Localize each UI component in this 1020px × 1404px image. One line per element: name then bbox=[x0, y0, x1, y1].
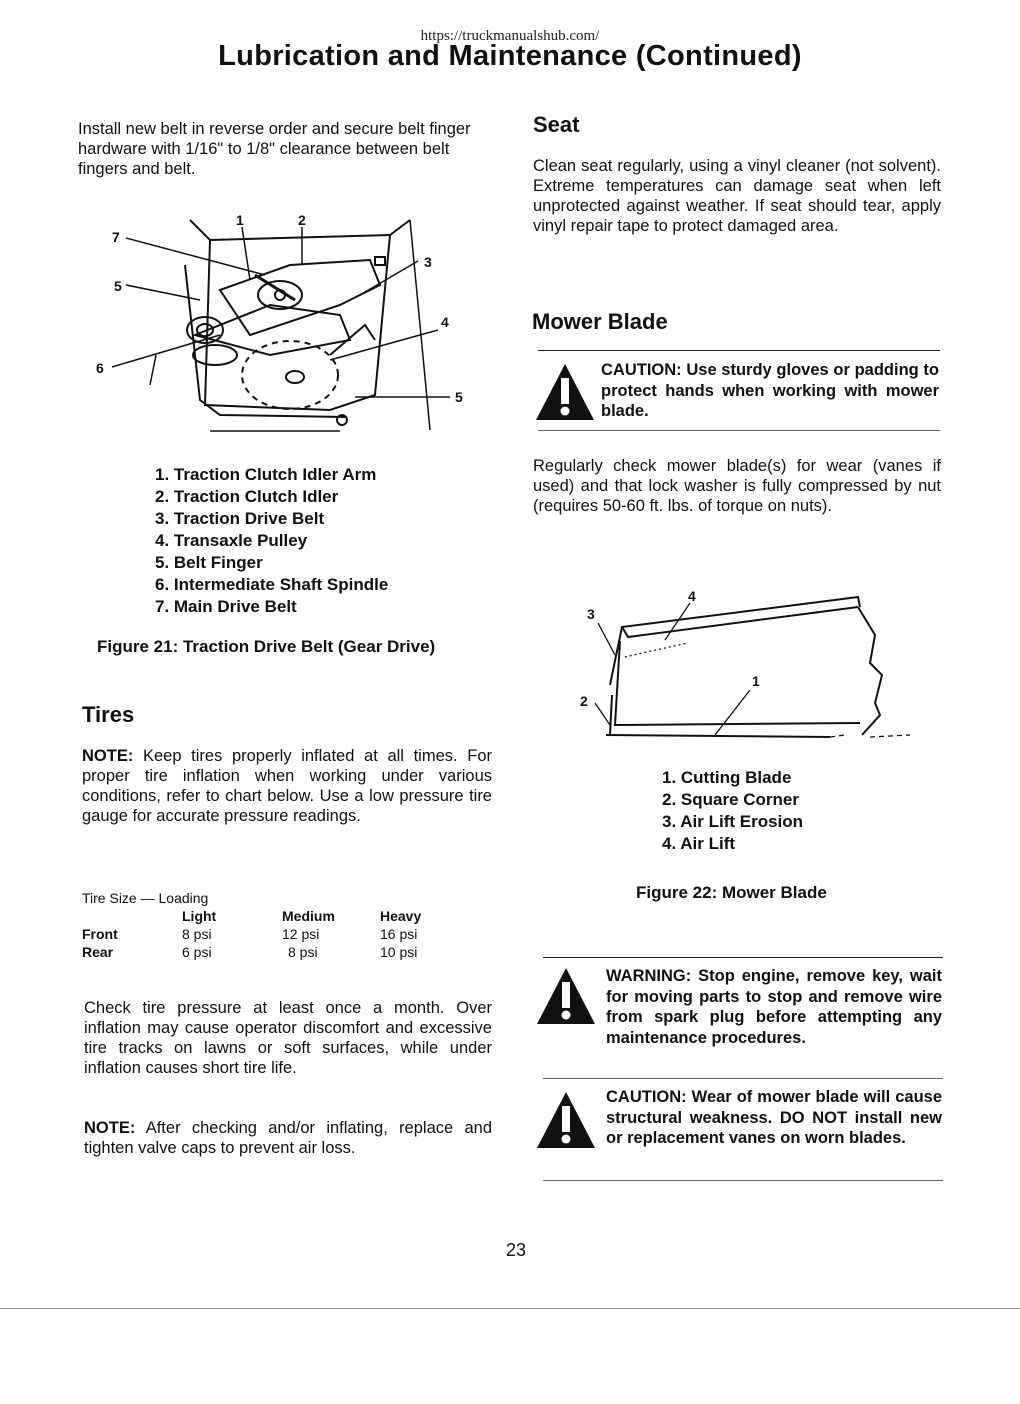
col-heavy: Heavy bbox=[380, 908, 422, 924]
fig21-legend-item: 3. Traction Drive Belt bbox=[155, 509, 325, 528]
tires-note-text: Keep tires properly inflated at all times. For proper tire inflation when working under various conditions, refer to chart below. Use a low pressure tire gauge for accurate pressure readings. bbox=[82, 747, 492, 825]
note-label: NOTE: bbox=[84, 1119, 136, 1137]
row-label: Front bbox=[82, 926, 118, 942]
valve-cap-note-text: After checking and/or inflating, replace and tighten valve caps to prevent air loss. bbox=[84, 1119, 492, 1157]
table-cell: 16 psi bbox=[380, 926, 418, 942]
caution-triangle-icon bbox=[535, 1090, 597, 1150]
caution-triangle-icon bbox=[534, 362, 596, 422]
col-medium: Medium bbox=[282, 908, 335, 924]
figure-21-caption: Figure 21: Traction Drive Belt (Gear Drive) bbox=[97, 637, 436, 656]
tire-pressure-table bbox=[82, 890, 460, 962]
caution-blade-wear: CAUTION: Wear of mower blade will cause structural weakness. DO NOT install new or replacement vanes on worn blades. bbox=[606, 1088, 942, 1147]
fig21-legend-item: 6. Intermediate Shaft Spindle bbox=[155, 575, 389, 594]
page-edge-line bbox=[0, 1308, 1020, 1309]
fig21-callout-2: 2 bbox=[298, 212, 306, 228]
divider bbox=[543, 957, 943, 958]
divider bbox=[538, 430, 940, 431]
figure-21-legend bbox=[155, 464, 485, 618]
table-cell: 8 psi bbox=[182, 926, 212, 942]
figure-22-illustration bbox=[570, 585, 910, 750]
page-number: 23 bbox=[506, 1240, 527, 1260]
divider bbox=[543, 1180, 943, 1181]
col-light: Light bbox=[182, 908, 217, 924]
table-cell: 6 psi bbox=[182, 944, 212, 960]
fig22-legend-item: 2. Square Corner bbox=[662, 790, 799, 809]
fig21-callout-6: 6 bbox=[96, 360, 104, 376]
fig22-callout-2: 2 bbox=[580, 693, 588, 709]
fig21-callout-3: 3 bbox=[424, 254, 432, 270]
fig21-legend-item: 7. Main Drive Belt bbox=[155, 597, 297, 616]
caution-gloves: CAUTION: Use sturdy gloves or padding to protect hands when working with mower blade. bbox=[601, 361, 939, 420]
check-pressure-paragraph: Check tire pressure at least once a month. Over inflation may cause operator discomfort and excessive tire tracks on lawns or soft surfaces, while under inflation causes short tire life. bbox=[84, 999, 492, 1077]
row-label: Rear bbox=[82, 944, 114, 960]
fig22-callout-3: 3 bbox=[587, 606, 595, 622]
fig21-legend-item: 1. Traction Clutch Idler Arm bbox=[155, 465, 377, 484]
fig21-callout-5b: 5 bbox=[455, 389, 463, 405]
figure-21-illustration bbox=[90, 205, 480, 435]
tire-table-header: Tire Size — Loading bbox=[82, 890, 209, 906]
figure-22-legend bbox=[662, 767, 912, 855]
fig21-legend-item: 5. Belt Finger bbox=[155, 553, 263, 572]
table-row bbox=[82, 926, 460, 944]
tires-heading: Tires bbox=[82, 702, 135, 727]
mower-blade-paragraph: Regularly check mower blade(s) for wear (vanes if used) and that lock washer is fully compressed by nut (requires 50-60 ft. lbs. of torque on nuts). bbox=[533, 457, 941, 515]
fig22-callout-4: 4 bbox=[688, 588, 696, 604]
divider bbox=[538, 350, 940, 351]
fig21-legend-item: 2. Traction Clutch Idler bbox=[155, 487, 339, 506]
valve-cap-note bbox=[84, 1118, 492, 1158]
warning-stop-engine: WARNING: Stop engine, remove key, wait for moving parts to stop and remove wire from spark plug before attempting any maintenance procedures. bbox=[606, 967, 942, 1047]
fig21-callout-5a: 5 bbox=[114, 278, 122, 294]
divider bbox=[543, 1078, 943, 1079]
warning-triangle-icon bbox=[535, 966, 597, 1026]
fig22-callout-1: 1 bbox=[752, 673, 760, 689]
table-cell: 8 psi bbox=[288, 944, 318, 960]
intro-paragraph: Install new belt in reverse order and secure belt finger hardware with 1/16" to 1/8" clearance between belt fingers and belt. bbox=[78, 120, 471, 178]
fig21-callout-7: 7 bbox=[112, 229, 120, 245]
fig22-legend-item: 4. Air Lift bbox=[662, 834, 736, 853]
table-cell: 12 psi bbox=[282, 926, 320, 942]
figure-22-caption: Figure 22: Mower Blade bbox=[636, 883, 827, 902]
fig21-legend-item: 4. Transaxle Pulley bbox=[155, 531, 308, 550]
note-label: NOTE: bbox=[82, 747, 134, 765]
seat-paragraph: Clean seat regularly, using a vinyl cleaner (not solvent). Extreme temperatures can damage seat when left unprotected against weather. If seat should tear, apply vinyl repair tape to protect damaged area. bbox=[533, 157, 941, 235]
source-url: https://truckmanualshub.com/ bbox=[420, 28, 600, 44]
fig21-callout-1: 1 bbox=[236, 212, 244, 228]
fig21-callout-4: 4 bbox=[441, 314, 449, 330]
seat-heading: Seat bbox=[533, 112, 580, 137]
mower-blade-heading: Mower Blade bbox=[532, 309, 668, 334]
table-cell: 10 psi bbox=[380, 944, 418, 960]
fig22-legend-item: 3. Air Lift Erosion bbox=[662, 812, 804, 831]
tires-note bbox=[82, 746, 492, 826]
table-row bbox=[82, 944, 460, 962]
fig22-legend-item: 1. Cutting Blade bbox=[662, 768, 792, 787]
page-title: Lubrication and Maintenance (Continued) bbox=[218, 40, 802, 72]
